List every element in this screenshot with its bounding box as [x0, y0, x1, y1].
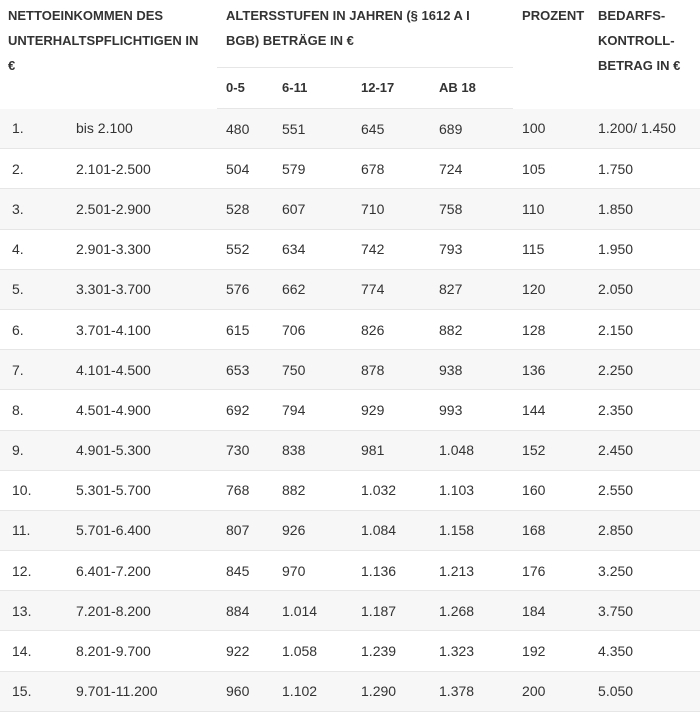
cell-percent: 120 — [522, 281, 546, 298]
cell-amount-age-6-11: 970 — [282, 562, 306, 579]
cell-control-amount: 2.050 — [598, 281, 634, 298]
table-row — [0, 591, 700, 631]
cell-income-range: 7.201-8.200 — [76, 602, 151, 619]
cell-amount-age-6-11: 634 — [282, 241, 306, 258]
table-row — [0, 430, 700, 470]
cell-control-amount: 1.850 — [598, 200, 634, 217]
header-age-18: AB 18 — [430, 68, 513, 109]
cell-amount-age-0-5: 504 — [226, 160, 250, 177]
cell-income-range: 4.101-4.500 — [76, 361, 151, 378]
table-row — [0, 470, 700, 510]
cell-amount-age-6-11: 1.014 — [282, 602, 318, 619]
cell-row-number: 4. — [12, 241, 24, 258]
cell-income-range: 8.201-9.700 — [76, 643, 151, 660]
cell-row-number: 9. — [12, 442, 24, 459]
cell-income-range: 9.701-11.200 — [76, 683, 158, 700]
cell-amount-age-6-11: 706 — [282, 321, 306, 338]
cell-amount-age-6-11: 882 — [282, 482, 306, 499]
cell-income-range: 6.401-7.200 — [76, 562, 151, 579]
cell-amount-age-0-5: 922 — [226, 643, 250, 660]
cell-amount-age-0-5: 960 — [226, 683, 250, 700]
cell-row-number: 5. — [12, 281, 24, 298]
table-row — [0, 229, 700, 269]
cell-amount-age-12-17: 678 — [361, 160, 385, 177]
cell-amount-age-0-5: 845 — [226, 562, 250, 579]
cell-percent: 200 — [522, 683, 546, 700]
cell-row-number: 8. — [12, 401, 24, 418]
table-row — [0, 350, 700, 390]
cell-amount-age-18: 1.158 — [439, 522, 475, 539]
cell-amount-age-12-17: 878 — [361, 361, 385, 378]
header-age-0-5: 0-5 — [217, 68, 275, 109]
cell-amount-age-18: 1.323 — [439, 643, 475, 660]
table-row — [0, 189, 700, 229]
cell-amount-age-12-17: 710 — [361, 200, 385, 217]
cell-percent: 105 — [522, 160, 546, 177]
cell-row-number: 14. — [12, 643, 32, 660]
cell-percent: 168 — [522, 522, 546, 539]
cell-control-amount: 2.350 — [598, 401, 634, 418]
header-row — [0, 0, 700, 68]
table-body — [0, 109, 700, 712]
cell-amount-age-18: 882 — [439, 321, 463, 338]
cell-amount-age-12-17: 981 — [361, 442, 385, 459]
header-age-6-11: 6-11 — [275, 68, 353, 109]
cell-amount-age-12-17: 1.136 — [361, 562, 397, 579]
cell-amount-age-6-11: 551 — [282, 120, 306, 137]
cell-income-range: 5.301-5.700 — [76, 482, 151, 499]
cell-amount-age-6-11: 607 — [282, 200, 306, 217]
cell-income-range: 3.301-3.700 — [76, 281, 151, 298]
cell-amount-age-0-5: 528 — [226, 200, 250, 217]
cell-amount-age-6-11: 1.102 — [282, 683, 318, 700]
cell-amount-age-18: 793 — [439, 241, 463, 258]
cell-amount-age-18: 1.213 — [439, 562, 475, 579]
cell-amount-age-6-11: 579 — [282, 160, 306, 177]
cell-amount-age-18: 1.103 — [439, 482, 475, 499]
cell-income-range: 4.901-5.300 — [76, 442, 151, 459]
cell-amount-age-6-11: 926 — [282, 522, 306, 539]
table-row — [0, 109, 700, 149]
cell-row-number: 2. — [12, 160, 24, 177]
cell-income-range: 2.901-3.300 — [76, 241, 151, 258]
table-row — [0, 631, 700, 671]
cell-amount-age-12-17: 1.239 — [361, 643, 397, 660]
cell-income-range: 3.701-4.100 — [76, 321, 151, 338]
header-income: NETTOEINKOMMEN DES UNTERHALTSPFLICHTIGEN IN € — [8, 8, 199, 73]
cell-amount-age-12-17: 929 — [361, 401, 385, 418]
cell-amount-age-6-11: 794 — [282, 401, 306, 418]
cell-percent: 128 — [522, 321, 546, 338]
table-row — [0, 269, 700, 309]
cell-row-number: 1. — [12, 120, 24, 137]
cell-amount-age-18: 993 — [439, 401, 463, 418]
cell-row-number: 11. — [12, 522, 31, 539]
cell-income-range: 4.501-4.900 — [76, 401, 151, 418]
cell-amount-age-18: 827 — [439, 281, 463, 298]
cell-percent: 184 — [522, 602, 546, 619]
cell-percent: 176 — [522, 562, 546, 579]
cell-control-amount: 1.200/ 1.450 — [598, 120, 676, 137]
cell-amount-age-0-5: 692 — [226, 401, 250, 418]
cell-percent: 110 — [522, 200, 545, 217]
cell-income-range: 2.501-2.900 — [76, 200, 151, 217]
cell-income-range: bis 2.100 — [76, 120, 133, 137]
cell-control-amount: 4.350 — [598, 643, 634, 660]
cell-income-range: 2.101-2.500 — [76, 160, 151, 177]
cell-control-amount: 2.250 — [598, 361, 634, 378]
cell-percent: 144 — [522, 401, 546, 418]
cell-income-range: 5.701-6.400 — [76, 522, 151, 539]
cell-amount-age-6-11: 662 — [282, 281, 306, 298]
cell-amount-age-12-17: 1.187 — [361, 602, 397, 619]
cell-control-amount: 2.150 — [598, 321, 634, 338]
cell-amount-age-18: 724 — [439, 160, 463, 177]
cell-control-amount: 1.750 — [598, 160, 634, 177]
table-row — [0, 309, 700, 349]
cell-amount-age-0-5: 480 — [226, 120, 250, 137]
cell-amount-age-0-5: 576 — [226, 281, 250, 298]
cell-amount-age-12-17: 645 — [361, 120, 385, 137]
cell-amount-age-0-5: 552 — [226, 241, 250, 258]
cell-amount-age-12-17: 774 — [361, 281, 385, 298]
cell-amount-age-18: 1.048 — [439, 442, 475, 459]
header-age-group: ALTERSSTUFEN IN JAHREN (§ 1612 A I BGB) BETRÄGE IN € — [217, 0, 513, 68]
cell-row-number: 7. — [12, 361, 24, 378]
cell-percent: 136 — [522, 361, 546, 378]
cell-amount-age-0-5: 730 — [226, 442, 250, 459]
table-row — [0, 390, 700, 430]
cell-percent: 115 — [522, 241, 545, 258]
cell-amount-age-12-17: 742 — [361, 241, 385, 258]
cell-amount-age-0-5: 653 — [226, 361, 250, 378]
cell-amount-age-12-17: 1.084 — [361, 522, 397, 539]
cell-amount-age-18: 689 — [439, 120, 463, 137]
cell-amount-age-6-11: 750 — [282, 361, 306, 378]
table-row — [0, 551, 700, 591]
cell-amount-age-6-11: 838 — [282, 442, 306, 459]
header-percent: PROZENT — [522, 8, 585, 23]
cell-amount-age-12-17: 1.032 — [361, 482, 397, 499]
cell-amount-age-12-17: 826 — [361, 321, 385, 338]
cell-amount-age-0-5: 807 — [226, 522, 250, 539]
cell-row-number: 6. — [12, 321, 24, 338]
header-age-12-17: 12-17 — [353, 68, 430, 109]
cell-amount-age-0-5: 768 — [226, 482, 250, 499]
cell-control-amount: 3.750 — [598, 602, 634, 619]
cell-control-amount: 5.050 — [598, 683, 634, 700]
cell-control-amount: 2.450 — [598, 442, 634, 459]
cell-amount-age-18: 1.268 — [439, 602, 475, 619]
cell-amount-age-18: 1.378 — [439, 683, 475, 700]
table-row — [0, 149, 700, 189]
cell-amount-age-0-5: 884 — [226, 602, 250, 619]
header-control-amount: BEDARFS-KONTROLL-BETRAG IN € — [598, 8, 681, 73]
cell-control-amount: 2.550 — [598, 482, 634, 499]
cell-row-number: 12. — [12, 562, 32, 579]
cell-percent: 192 — [522, 643, 546, 660]
cell-amount-age-12-17: 1.290 — [361, 683, 397, 700]
cell-control-amount: 2.850 — [598, 522, 634, 539]
cell-amount-age-6-11: 1.058 — [282, 643, 318, 660]
cell-row-number: 15. — [12, 683, 32, 700]
cell-percent: 160 — [522, 482, 546, 499]
cell-row-number: 10. — [12, 482, 32, 499]
cell-percent: 152 — [522, 442, 546, 459]
table-row — [0, 671, 700, 711]
cell-amount-age-18: 938 — [439, 361, 463, 378]
cell-control-amount: 3.250 — [598, 562, 634, 579]
cell-amount-age-18: 758 — [439, 200, 463, 217]
cell-percent: 100 — [522, 120, 546, 137]
cell-row-number: 13. — [12, 602, 32, 619]
cell-control-amount: 1.950 — [598, 241, 634, 258]
cell-amount-age-0-5: 615 — [226, 321, 250, 338]
cell-row-number: 3. — [12, 200, 24, 217]
table-row — [0, 510, 700, 550]
